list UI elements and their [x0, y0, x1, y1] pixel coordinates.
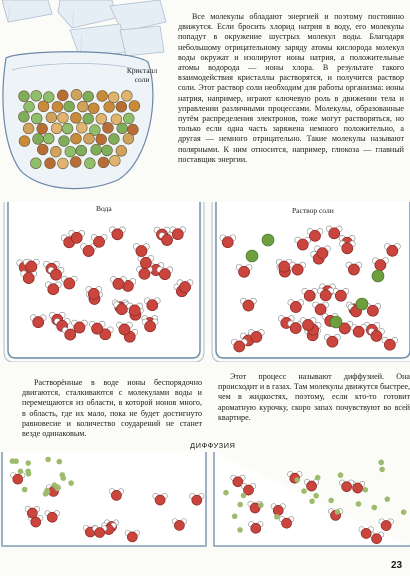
salt-grain	[57, 158, 68, 169]
water-label-text: Вода	[96, 204, 112, 213]
mid-left-paragraph-box	[22, 378, 202, 439]
salt-grain	[98, 157, 109, 168]
oxygen-atom	[31, 517, 41, 527]
sodium-ion	[372, 270, 384, 282]
oxygen-atom	[304, 290, 315, 301]
salt-grain	[19, 136, 30, 147]
oxygen-atom	[292, 264, 303, 275]
oxygen-atom	[387, 245, 398, 256]
salt-grain	[83, 91, 94, 102]
diffusion-title-text: ДИФФУЗИЯ	[190, 441, 236, 450]
oxygen-atom	[147, 300, 158, 311]
salt-grain	[96, 113, 107, 124]
salt-grain	[18, 111, 29, 122]
salt-grain	[123, 113, 134, 124]
oxygen-atom	[140, 257, 151, 268]
oxygen-atom	[94, 236, 105, 247]
diffusing-particle	[294, 477, 300, 483]
page-number-box	[391, 560, 402, 571]
salt-grain	[121, 90, 132, 101]
oxygen-atom	[33, 317, 44, 328]
salt-grain	[64, 101, 75, 112]
oxygen-atom	[329, 228, 340, 239]
oxygen-atom	[307, 481, 317, 491]
oxygen-atom	[155, 495, 165, 505]
oxygen-atom	[64, 278, 75, 289]
salt-grain	[46, 112, 57, 123]
oxygen-atom	[320, 290, 331, 301]
diffusing-particle	[25, 468, 31, 474]
salt-grain	[123, 133, 134, 144]
oxygen-atom	[367, 305, 378, 316]
salt-grain	[103, 122, 114, 133]
oxygen-atom	[47, 512, 57, 522]
diffusing-particle	[232, 513, 238, 519]
solution-label-text: Раствор соли	[292, 206, 334, 215]
diffusing-particle	[60, 475, 66, 481]
oxygen-atom	[327, 336, 338, 347]
oxygen-atom	[290, 301, 301, 312]
oxygen-atom	[303, 319, 314, 330]
oxygen-atom	[129, 305, 140, 316]
oxygen-atom	[222, 237, 233, 248]
oxygen-atom	[353, 326, 364, 337]
top-paragraph-box	[178, 12, 404, 165]
top-paragraph: Все молекулы обладают энергией и поэтому постоянно движутся. Если бросить хлорид натрия в воду, его молекулы попадут в окружение шустрых молекул воды. Благодаря небольшому отрицательному заряду атомы кислорода молекул воды окружат и изолируют ионы натрия, а положительные атомы водорода — ионы хлора. В результате такого взаимодействия кристаллы растворятся, и получится раствор соли. Этот раствор соли необходим для работы организма: ионы натрия, например, играют ключевую роль в движении тела и управлении различными процессами. Молекулы, образованные путём распределения электронов, тоже могут растворяться, но только если одна часть заряжена немного положительно, а другая — немного отрицательно. Такие молекулы называют полярными. К ним относится, например, глюкоза — главный поставщик энергии.	[178, 12, 404, 164]
oxygen-atom	[71, 232, 82, 243]
oxygen-atom	[127, 532, 137, 542]
diffusing-particle	[237, 527, 243, 533]
salt-grain	[58, 112, 69, 123]
salt-grain	[38, 101, 49, 112]
salt-grain	[88, 103, 99, 114]
oxygen-atom	[251, 331, 262, 342]
oxygen-atom	[65, 329, 76, 340]
oxygen-atom	[119, 324, 130, 335]
diffusing-particle	[223, 490, 229, 496]
salt-grain	[70, 112, 81, 123]
salt-grain	[116, 145, 127, 156]
water-label	[96, 204, 112, 213]
diffusing-particle	[43, 491, 49, 497]
oxygen-atom	[172, 229, 183, 240]
crystal-label	[122, 66, 162, 84]
diffusing-particle	[10, 458, 16, 464]
salt-grain	[30, 158, 41, 169]
oxygen-atom	[136, 245, 147, 256]
salt-grain	[31, 90, 42, 101]
mid-right-paragraph: Этот процесс называют диффузией. Она происходит и в газах. Там молекулы движутся быстрее, чем в жидкостях, поэтому, если кто-то готовит ароматную курочку, скоро запах почувствуют во всей квартире.	[218, 372, 410, 422]
diffusing-particle	[45, 457, 51, 463]
salt-grain	[116, 101, 127, 112]
oxygen-atom	[297, 239, 308, 250]
salt-grain	[104, 102, 115, 113]
sodium-ion	[356, 298, 368, 310]
oxygen-atom	[111, 490, 121, 500]
oxygen-atom	[234, 341, 245, 352]
diffusing-particle	[335, 509, 341, 515]
diffusing-particle	[56, 459, 62, 465]
oxygen-atom	[273, 505, 283, 515]
oxygen-atom	[88, 288, 99, 299]
diffusing-particle	[241, 493, 247, 499]
oxygen-atom	[174, 520, 184, 530]
diffusing-particle	[309, 498, 315, 504]
salt-grain	[65, 146, 76, 157]
oxygen-atom	[113, 278, 124, 289]
oxygen-atom	[112, 229, 123, 240]
diffusion-title	[190, 441, 235, 450]
diffusing-particle	[401, 509, 407, 515]
diffusing-particle	[363, 487, 369, 493]
oxygen-atom	[290, 323, 301, 334]
salt-grain	[91, 144, 102, 155]
diffusing-particle	[315, 475, 321, 481]
diffusing-particle	[22, 487, 28, 493]
diffusing-particle	[313, 493, 319, 499]
salt-grain	[59, 136, 70, 147]
salt-grain	[37, 144, 48, 155]
salt-grain	[96, 134, 107, 145]
oxygen-atom	[335, 290, 346, 301]
salt-grain	[50, 146, 61, 157]
salt-grain	[108, 92, 119, 103]
salt-grain	[102, 145, 113, 156]
salt-grain	[84, 133, 95, 144]
salt-grain	[109, 134, 120, 145]
diffusing-particle	[68, 480, 74, 486]
sodium-ion	[330, 316, 342, 328]
diffusing-particle	[379, 467, 385, 473]
oxygen-atom	[243, 300, 254, 311]
oxygen-atom	[139, 268, 150, 279]
salt-grain	[52, 101, 63, 112]
salt-grain	[31, 113, 42, 124]
oxygen-atom	[348, 264, 359, 275]
diffusing-particle	[274, 514, 280, 520]
salt-grain	[83, 113, 94, 124]
oxygen-atom	[83, 245, 94, 256]
salt-grain	[76, 145, 87, 156]
salt-grain	[71, 133, 82, 144]
diffusing-particle	[25, 460, 31, 466]
oxygen-atom	[251, 523, 261, 533]
oxygen-atom	[282, 518, 292, 528]
salt-grain	[57, 90, 68, 101]
salt-grain	[23, 123, 34, 134]
mid-left-paragraph: Растворённые в воде ионы беспорядочно двигаются, сталкиваются с молекулами воды и перемещаются из области, в которой ионов много, в область, где их мало, пока не будет достигнуто равновесие и количество соударений не станет везде одинаковым.	[22, 378, 202, 439]
oxygen-atom	[239, 266, 250, 277]
diffusing-particle	[328, 498, 334, 504]
oxygen-atom	[372, 534, 382, 544]
oxygen-atom	[27, 508, 37, 518]
salt-crystal-illustration	[0, 0, 175, 190]
oxygen-atom	[74, 322, 85, 333]
salt-grain	[117, 123, 128, 134]
oxygen-atom	[375, 260, 386, 271]
oxygen-atom	[353, 483, 363, 493]
oxygen-atom	[116, 304, 127, 315]
diffusing-particle	[52, 482, 58, 488]
oxygen-atom	[23, 273, 34, 284]
crystal-label-text: Кристалл соли	[126, 66, 158, 84]
diffusing-particle	[371, 505, 377, 511]
oxygen-atom	[309, 230, 320, 241]
salt-grain	[109, 155, 120, 166]
oxygen-atom	[342, 482, 352, 492]
oxygen-atom	[145, 321, 156, 332]
salt-grain	[84, 158, 95, 169]
page-number-text: 23	[391, 560, 403, 571]
mid-right-paragraph-box	[218, 372, 410, 423]
oxygen-atom	[279, 261, 290, 272]
oxygen-atom	[159, 269, 170, 280]
beakers-illustration	[0, 200, 410, 362]
oxygen-atom	[361, 528, 371, 538]
salt-grain	[77, 101, 88, 112]
salt-grain	[24, 101, 35, 112]
diffusing-particle	[258, 502, 264, 508]
salt-grain	[45, 158, 56, 169]
oxygen-atom	[92, 323, 103, 334]
salt-grain	[33, 134, 44, 145]
diffusing-particle	[378, 460, 384, 466]
oxygen-atom	[95, 528, 105, 538]
salt-grain	[19, 91, 30, 102]
diffusing-particle	[18, 469, 24, 475]
oxygen-atom	[13, 474, 23, 484]
salt-grain	[71, 89, 82, 100]
salt-grain	[97, 91, 108, 102]
salt-grain	[76, 122, 87, 133]
salt-grain	[62, 123, 73, 134]
oxygen-atom	[162, 234, 173, 245]
salt-grain	[129, 101, 140, 112]
oxygen-atom	[192, 495, 202, 505]
diffusing-particle	[384, 496, 390, 502]
salt-grain	[37, 123, 48, 134]
solution-label	[292, 206, 334, 215]
salt-grain	[70, 157, 81, 168]
oxygen-atom	[381, 521, 391, 531]
sodium-ion	[262, 234, 274, 246]
oxygen-atom	[342, 243, 353, 254]
diffusing-particle	[356, 501, 362, 507]
oxygen-atom	[317, 248, 328, 259]
oxygen-atom	[384, 339, 395, 350]
oxygen-atom	[48, 284, 59, 295]
sodium-ion	[246, 250, 258, 262]
diffusing-particle	[338, 472, 344, 478]
diffusing-particle	[237, 502, 243, 508]
diffusing-particle	[301, 488, 307, 494]
oxygen-atom	[26, 261, 37, 272]
oxygen-atom	[180, 282, 191, 293]
diffusion-illustration	[0, 450, 410, 552]
salt-grain	[51, 123, 62, 134]
salt-grain	[43, 133, 54, 144]
oxygen-atom	[51, 269, 62, 280]
oxygen-atom	[371, 330, 382, 341]
